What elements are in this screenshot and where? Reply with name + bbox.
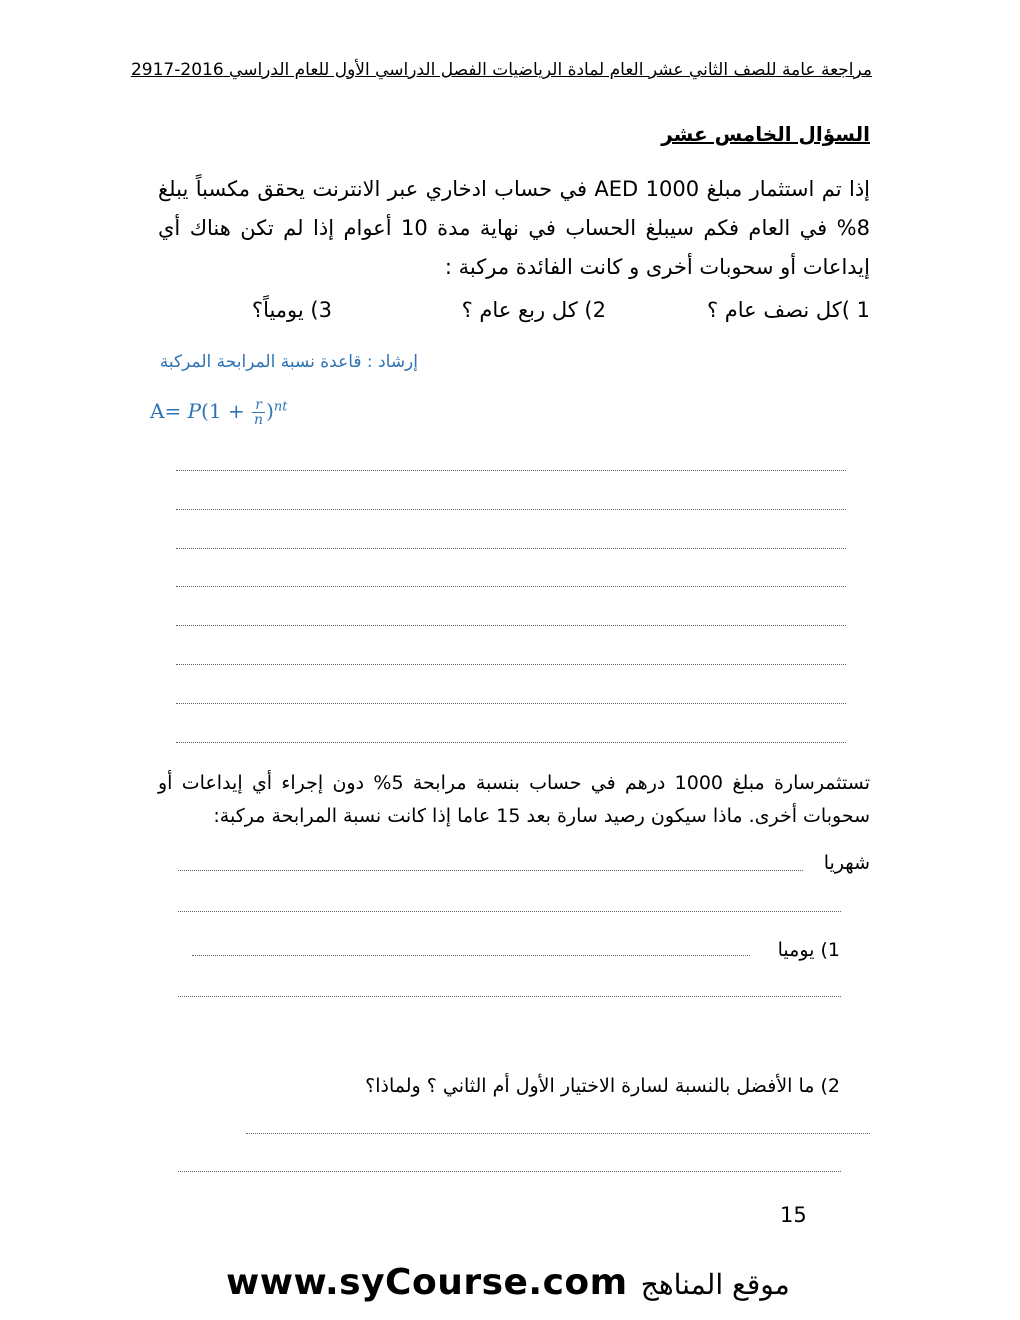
- answer-line[interactable]: [176, 664, 846, 665]
- formula-denominator: n: [254, 412, 264, 428]
- option-2: 2) كل ربع عام ؟: [461, 298, 606, 322]
- answer-line[interactable]: [178, 911, 841, 912]
- answer-line[interactable]: [192, 955, 750, 956]
- compound-interest-formula: [150, 398, 288, 427]
- answer-line[interactable]: [246, 1133, 870, 1134]
- answer-line[interactable]: [176, 509, 846, 510]
- answer-line[interactable]: [176, 625, 846, 626]
- answer-line[interactable]: [178, 1171, 841, 1172]
- question-text: إذا تم استثمار مبلغ 1000 AED في حساب ادخاري عبر الانترنت يحقق مكسباً يبلغ 8% في العام فكم سيبلغ الحساب في نهاية مدة 10 أعوام إذا لم تكن هناك أي إيداعات أو سحوبات أخرى و كانت الفائدة مركبة :: [158, 177, 870, 279]
- answer-line[interactable]: [176, 548, 846, 549]
- problem2-text: تستثمرسارة مبلغ 1000 درهم في حساب بنسبة مرابحة 5% دون إجراء أي إيداعات أو سحوبات أخرى. ماذا سيكون رصيد سارة بعد 15 عاما إذا كانت نسبة المرابحة مركبة:: [158, 772, 870, 827]
- formula-close: ): [266, 399, 274, 423]
- formula-fraction: [252, 398, 265, 427]
- footer-site: www.syCourse.com: [226, 1262, 628, 1303]
- answer-line[interactable]: [178, 996, 841, 997]
- formula-p: P: [187, 399, 202, 423]
- answer-line[interactable]: [176, 703, 846, 704]
- answer-line[interactable]: [176, 586, 846, 587]
- better-choice-question: 2) ما الأفضل بالنسبة لسارة الاختيار الأول أم الثاني ؟ ولماذا؟: [365, 1075, 840, 1097]
- option-1: 1 )كل نصف عام ؟: [706, 298, 870, 322]
- page-number: 15: [780, 1203, 807, 1227]
- answer-line[interactable]: [178, 870, 803, 871]
- formula-exponent: nt: [273, 399, 288, 415]
- footer-watermark: [226, 1262, 790, 1303]
- question-options: [170, 298, 870, 338]
- formula-lhs: A=: [150, 399, 182, 423]
- answer-line[interactable]: [176, 470, 846, 471]
- daily-label: 1) يوميا: [777, 939, 840, 961]
- footer-label: موقع المناهج: [640, 1268, 790, 1301]
- option-3: 3) يومياً؟: [251, 298, 332, 322]
- question-title: السؤال الخامس عشر: [661, 122, 870, 146]
- formula-numerator: r: [252, 398, 265, 413]
- answer-line[interactable]: [176, 742, 846, 743]
- hint-text: إرشاد : قاعدة نسبة المرابحة المركبة: [159, 352, 418, 372]
- monthly-label: شهريا: [823, 852, 870, 874]
- page-header: مراجعة عامة للصف الثاني عشر العام لمادة الرياضيات الفصل الدراسي الأول للعام الدراسي 2016-2917: [130, 60, 872, 80]
- formula-open: (1 +: [201, 399, 245, 423]
